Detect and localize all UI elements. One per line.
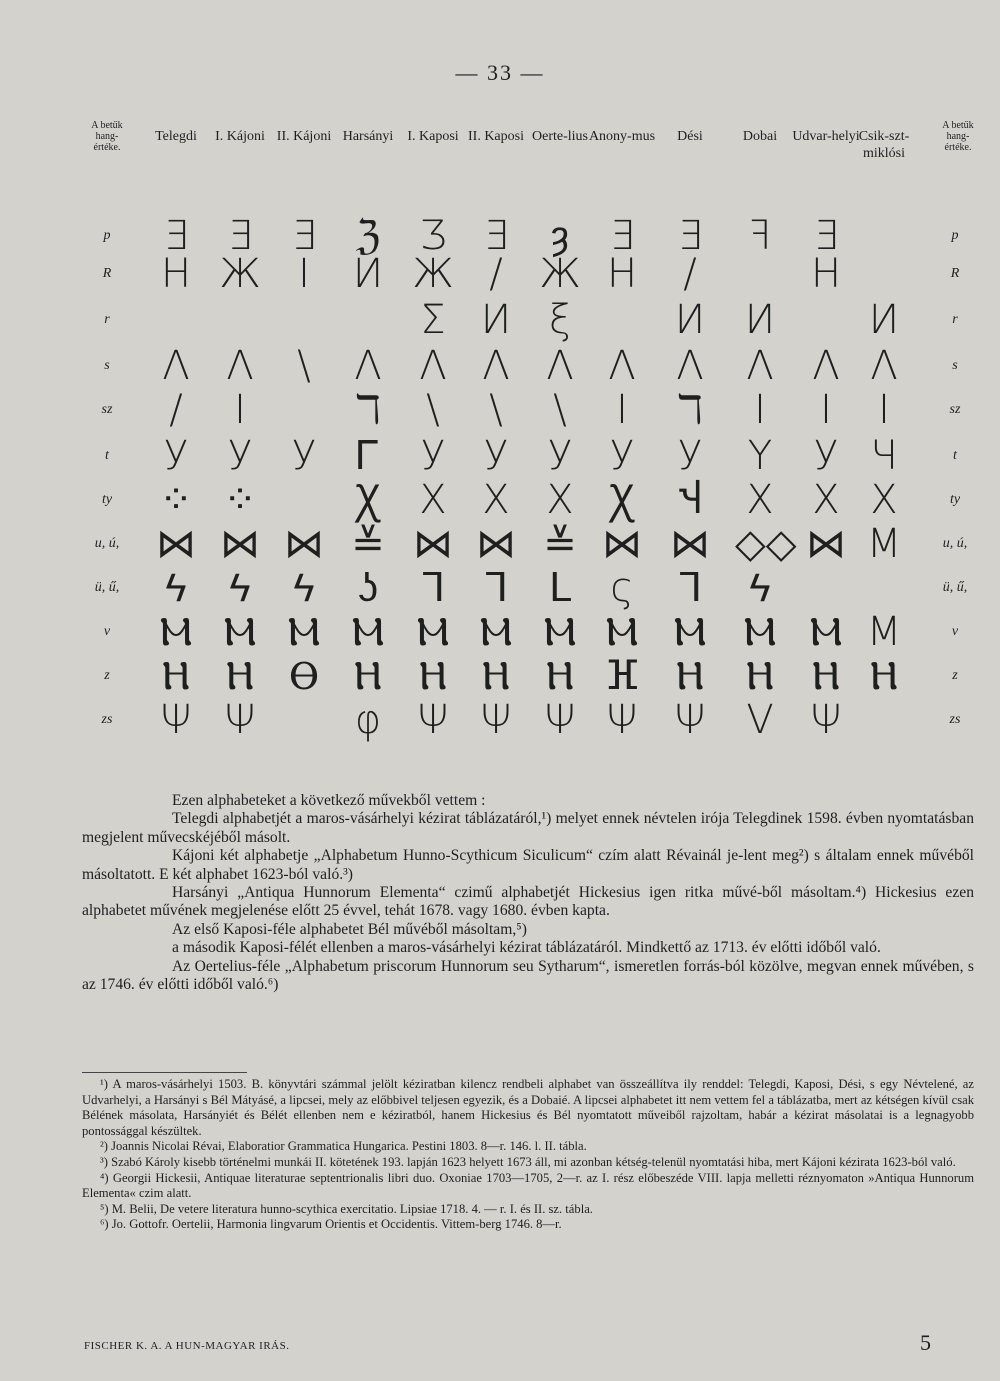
rune-glyph: X xyxy=(870,477,898,523)
body-paragraph: Harsányi „Antiqua Hunnorum Elementa“ czimű alphabetjét Hickesius igen ritka művé-ből másoltam.⁴) Hickesius ezen alphabetet művének megjelenése előtt 25 évvel, tehát 1678. vagy 1680. évben kapta. xyxy=(82,884,974,920)
rune-glyph: Ⲑ xyxy=(289,653,319,699)
rune-glyph: ⋈ xyxy=(602,521,642,567)
rune-glyph: Ч xyxy=(870,433,898,479)
rune-glyph: ϟ xyxy=(229,565,251,611)
rune-glyph: \ xyxy=(489,387,503,433)
rune-glyph: ⴼ xyxy=(604,653,640,699)
rune-glyph: И xyxy=(480,297,512,343)
rune-glyph: I xyxy=(616,387,628,433)
rune-glyph: Ⲏ xyxy=(676,653,704,699)
row-sound-label: s xyxy=(952,358,958,373)
body-paragraph: Ezen alphabeteket a következő művekből vettem : xyxy=(172,792,486,809)
rune-glyph: Λ xyxy=(746,343,774,389)
page-number: — 33 — xyxy=(455,60,545,85)
rune-glyph: Ⲏ xyxy=(354,653,382,699)
rune-glyph: Ǝ xyxy=(291,213,317,259)
rune-glyph: \ xyxy=(553,387,567,433)
rune-glyph: Ǝ xyxy=(813,213,839,259)
rune-glyph: Ǝ xyxy=(677,213,703,259)
row-sound-label: r xyxy=(952,312,958,327)
rune-glyph: M xyxy=(866,609,902,655)
rune-glyph: I xyxy=(820,387,832,433)
column-header: II. Kájoni xyxy=(276,129,332,144)
rune-glyph: ᒣ xyxy=(677,565,703,611)
rune-glyph: Ⲏ xyxy=(226,653,254,699)
rune-glyph: Ⲙ xyxy=(287,609,321,655)
rune-glyph: Ⲙ xyxy=(416,609,450,655)
rune-glyph: У xyxy=(483,433,509,479)
rune-glyph: X xyxy=(812,477,840,523)
rune-glyph: ϟ xyxy=(165,565,187,611)
rune-glyph: V xyxy=(746,697,774,743)
rune-glyph: Λ xyxy=(676,343,704,389)
rune-glyph: Ψ xyxy=(480,697,512,743)
rune-glyph: Ⲏ xyxy=(812,653,840,699)
rune-glyph: Н xyxy=(160,251,192,297)
rune-glyph: Ⲙ xyxy=(673,609,707,655)
row-sound-label: t xyxy=(105,448,109,463)
row-sound-label: sz xyxy=(949,402,961,417)
rune-glyph: Ⲏ xyxy=(162,653,190,699)
footnote: ²) Joannis Nicolai Révai, Elaboratior Grammatica Hungarica. Pestini 1803. 8—r. 146. l. II. tábla. xyxy=(100,1139,587,1154)
rune-glyph: ⋈ xyxy=(476,521,516,567)
footnote: ⁶) Jo. Gottofr. Oertelii, Harmonia lingvarum Orientis et Occidentis. Vittem-berg 1746. 8—r. xyxy=(100,1217,562,1232)
rune-glyph: ℸ xyxy=(677,387,703,433)
rune-glyph: ⋈ xyxy=(670,521,710,567)
row-sound-label: R xyxy=(950,266,960,281)
rune-glyph: ȝ xyxy=(551,213,569,259)
column-header: I. Kaposi xyxy=(407,129,459,144)
rune-glyph: I xyxy=(298,251,310,297)
row-sound-label: p xyxy=(103,228,111,243)
rune-glyph: ξ xyxy=(548,297,572,343)
rune-glyph: Ж xyxy=(219,251,261,297)
column-header: Dobai xyxy=(742,129,778,144)
rune-glyph: Ꭓ xyxy=(355,477,381,523)
rune-glyph: φ xyxy=(354,697,382,743)
rune-glyph: Ⲙ xyxy=(159,609,193,655)
rune-glyph: Ⲏ xyxy=(419,653,447,699)
rune-glyph: И xyxy=(868,297,900,343)
rune-glyph: ꟻ xyxy=(748,213,772,259)
rune-glyph: ς xyxy=(610,565,634,611)
rune-glyph: ℸ xyxy=(355,387,381,433)
row-sound-label: r xyxy=(104,312,110,327)
rune-glyph: Ж xyxy=(412,251,454,297)
rune-glyph: Λ xyxy=(608,343,636,389)
body-text xyxy=(82,792,974,994)
rune-glyph: Ǝ xyxy=(609,213,635,259)
rune-glyph: Ⴣ xyxy=(678,477,702,523)
rune-glyph: Ⲙ xyxy=(809,609,843,655)
rune-glyph: Ⲙ xyxy=(605,609,639,655)
sound-value-header: A betűk hang-értéke. xyxy=(91,120,123,153)
rune-glyph: ⋈ xyxy=(220,521,260,567)
rune-glyph: У xyxy=(291,433,317,479)
rune-glyph: Ǝ xyxy=(227,213,253,259)
body-paragraph: a második Kaposi-félét ellenben a maros-vásárhelyi kézirat táblázatáról. Mindkettő az 1713. év előtti időből való. xyxy=(172,939,881,957)
row-sound-label: z xyxy=(104,668,110,683)
rune-glyph: ⋈ xyxy=(806,521,846,567)
rune-glyph: Ꮁ xyxy=(356,433,380,479)
row-sound-label: z xyxy=(952,668,958,683)
rune-glyph: Ψ xyxy=(160,697,192,743)
rune-glyph: Ψ xyxy=(224,697,256,743)
rune-glyph: Ψ xyxy=(544,697,576,743)
row-sound-label: u, ú, xyxy=(94,536,120,551)
rune-glyph: Ⲙ xyxy=(743,609,777,655)
rune-glyph: I xyxy=(878,387,890,433)
rune-glyph: Ⲙ xyxy=(543,609,577,655)
rune-glyph: Ψ xyxy=(810,697,842,743)
row-sound-label: ty xyxy=(101,492,113,507)
rune-glyph: ϟ xyxy=(293,565,315,611)
rune-glyph: Ψ xyxy=(674,697,706,743)
rune-glyph: \ xyxy=(426,387,440,433)
rune-glyph: ⋈ xyxy=(156,521,196,567)
row-sound-label: v xyxy=(103,624,111,639)
row-sound-label: s xyxy=(104,358,110,373)
rune-glyph: Н xyxy=(810,251,842,297)
rune-glyph: ⁘ xyxy=(159,477,193,523)
rune-glyph: И xyxy=(744,297,776,343)
rune-glyph: I xyxy=(234,387,246,433)
row-sound-label: ü, ű, xyxy=(942,580,968,595)
body-paragraph: Telegdi alphabetjét a maros-vásárhelyi kézirat táblázatáról,¹) melyet ennek névtelen irója Telegdinek 1598. évben nyomtatásban megjelent művecskéjéből másolt. xyxy=(82,810,974,846)
rune-glyph: ≚ xyxy=(543,521,577,567)
column-header: Anony-mus xyxy=(588,129,656,144)
rune-glyph: Λ xyxy=(870,343,898,389)
rune-glyph: X xyxy=(419,477,447,523)
rune-glyph: Ⲙ xyxy=(479,609,513,655)
footnote: ¹) A maros-vásárhelyi 1503. B. könyvtári számmal jelölt kéziratban kilencz rendbeli alphabet van összeállítva ily renddel: Telegdi, Kaposi, Dési, s egy Névtelené, az Udvarhelyi, a Harsányi s Bél Mátyásé, a lipcsei, mely az előbbivel teljesen egyezik, és a Dobaié. A lipcsei alphabetet itt nem vettem fel a táblázatba, mert az kétségen kívül csak Bélének másolata, Harsányiét és Bélét ellenben nem e kéziratból, hanem Hickesius és Bél nyomtatott műveiből rajzoltam, habár a kézirat másolatai is a legnagyobb pontossággal készültek. xyxy=(82,1077,974,1138)
column-header: II. Kaposi xyxy=(468,129,524,144)
rune-glyph: Χ xyxy=(546,477,574,523)
rune-glyph: Λ xyxy=(419,343,447,389)
row-sound-label: t xyxy=(953,448,957,463)
footer-signature-number: 5 xyxy=(920,1330,931,1355)
rune-glyph: Ǝ xyxy=(163,213,189,259)
rune-glyph: M xyxy=(866,521,902,567)
column-header: Telegdi xyxy=(155,129,197,144)
rune-glyph: ≚ xyxy=(351,521,385,567)
rune-glyph: Y xyxy=(747,433,773,479)
rune-glyph: X xyxy=(482,477,510,523)
rune-glyph: У xyxy=(420,433,446,479)
rune-glyph: I xyxy=(754,387,766,433)
column-header: Oerte-lius xyxy=(532,129,588,144)
rune-glyph: У xyxy=(547,433,573,479)
column-header: I. Kájoni xyxy=(215,129,265,144)
row-sound-label: sz xyxy=(101,402,113,417)
rune-glyph: \ xyxy=(297,343,311,389)
column-header: Udvar-helyi xyxy=(792,129,860,144)
rune-glyph: ᒣ xyxy=(483,565,509,611)
rune-glyph: ℨ xyxy=(355,213,381,259)
rune-glyph: У xyxy=(813,433,839,479)
rune-glyph: ⋈ xyxy=(284,521,324,567)
rune-glyph: Λ xyxy=(226,343,254,389)
row-sound-label: u, ú, xyxy=(942,536,968,551)
rune-glyph: X xyxy=(746,477,774,523)
row-sound-label: zs xyxy=(101,712,113,727)
rune-glyph: Н xyxy=(606,251,638,297)
column-header: Harsányi xyxy=(342,129,394,144)
rune-glyph: ⋈ xyxy=(413,521,453,567)
row-sound-label: zs xyxy=(949,712,961,727)
rune-glyph: Λ xyxy=(482,343,510,389)
footnote: ³) Szabó Károly kisebb történelmi munkái II. kötetének 193. lapján 1623 helyett 1673 áll, mi azonban kétség-telenül nyomtatási hiba, mert Kájoni kézirata 1623-ból való. xyxy=(100,1154,956,1169)
rune-glyph: / xyxy=(683,251,697,297)
rune-glyph: У xyxy=(227,433,253,479)
rune-glyph: Ψ xyxy=(606,697,638,743)
rune-glyph: Ꭓ xyxy=(609,477,635,523)
row-sound-label: ty xyxy=(949,492,961,507)
rune-glyph: Ʃ xyxy=(420,297,446,343)
rune-glyph: Λ xyxy=(354,343,382,389)
column-header: Dési xyxy=(677,129,703,144)
row-sound-label: v xyxy=(951,624,959,639)
row-sound-label: ü, ű, xyxy=(94,580,120,595)
rune-glyph: ᒪ xyxy=(548,565,572,611)
footnotes xyxy=(82,1077,974,1233)
rune-glyph: ◇◇ xyxy=(735,521,797,567)
rune-glyph: Ⲏ xyxy=(482,653,510,699)
rune-glyph: Ⲙ xyxy=(351,609,385,655)
rune-glyph: У xyxy=(609,433,635,479)
footnote-divider xyxy=(82,1072,247,1073)
body-paragraph: Az első Kaposi-féle alphabetet Bél művéből másoltam,⁵) xyxy=(172,920,527,938)
footnote: ⁵) M. Belii, De vetere literatura hunno-scythica exercitatio. Lipsiae 1718. 4. — r. I. és II. sz. tábla. xyxy=(100,1201,593,1216)
rune-glyph: ᒣ xyxy=(420,565,446,611)
rune-glyph: ⁘ xyxy=(223,477,257,523)
sound-value-header: A betűk hang-értéke. xyxy=(942,120,974,153)
column-header: Csik-szt-miklósi xyxy=(858,129,910,161)
rune-glyph: / xyxy=(169,387,183,433)
rune-glyph: Λ xyxy=(162,343,190,389)
rune-glyph: Ⲏ xyxy=(746,653,774,699)
rune-glyph: Λ xyxy=(812,343,840,389)
rune-glyph: Ψ xyxy=(417,697,449,743)
rune-glyph: Ǝ xyxy=(483,213,509,259)
rune-glyph: Ⲏ xyxy=(870,653,898,699)
row-sound-label: R xyxy=(102,266,112,281)
rune-glyph: Ж xyxy=(539,251,581,297)
rune-glyph: И xyxy=(352,251,384,297)
row-sound-label: p xyxy=(951,228,959,243)
rune-glyph: / xyxy=(489,251,503,297)
rune-glyph: Ʒ xyxy=(419,213,447,259)
body-paragraph: Az Oertelius-féle „Alphabetum priscorum Hunnorum seu Sytharum“, ismeretlen forrás-ból közölve, megvan ennek művében, s az 1746. év előtti időből való.⁶) xyxy=(82,957,974,994)
rune-glyph: ʖ xyxy=(358,565,378,611)
body-paragraph: Kájoni két alphabetje „Alphabetum Hunno-Scythicum Siculicum“ czím alatt Révainál je-lent meg²) s általam ennek művéből másoltatott. E két alphabet 1623-ból való.³) xyxy=(82,847,974,883)
rune-glyph: Λ xyxy=(546,343,574,389)
rune-glyph: И xyxy=(674,297,706,343)
rune-glyph: Ⲏ xyxy=(546,653,574,699)
footer-publication: FISCHER K. A. A HUN-MAGYAR IRÁS. xyxy=(84,1340,290,1352)
footnote: ⁴) Georgii Hickesii, Antiquae literaturae septentrionalis libri duo. Oxoniae 1703—1705, 2—r. az I. rész előbeszéde VIII. lapja melletti réznyomaton »Antiqua Hunnorum Elementa« czim alatt. xyxy=(82,1170,974,1201)
rune-glyph: Ⲙ xyxy=(223,609,257,655)
rune-glyph: У xyxy=(677,433,703,479)
rune-glyph: У xyxy=(163,433,189,479)
rune-glyph: ϟ xyxy=(749,565,771,611)
